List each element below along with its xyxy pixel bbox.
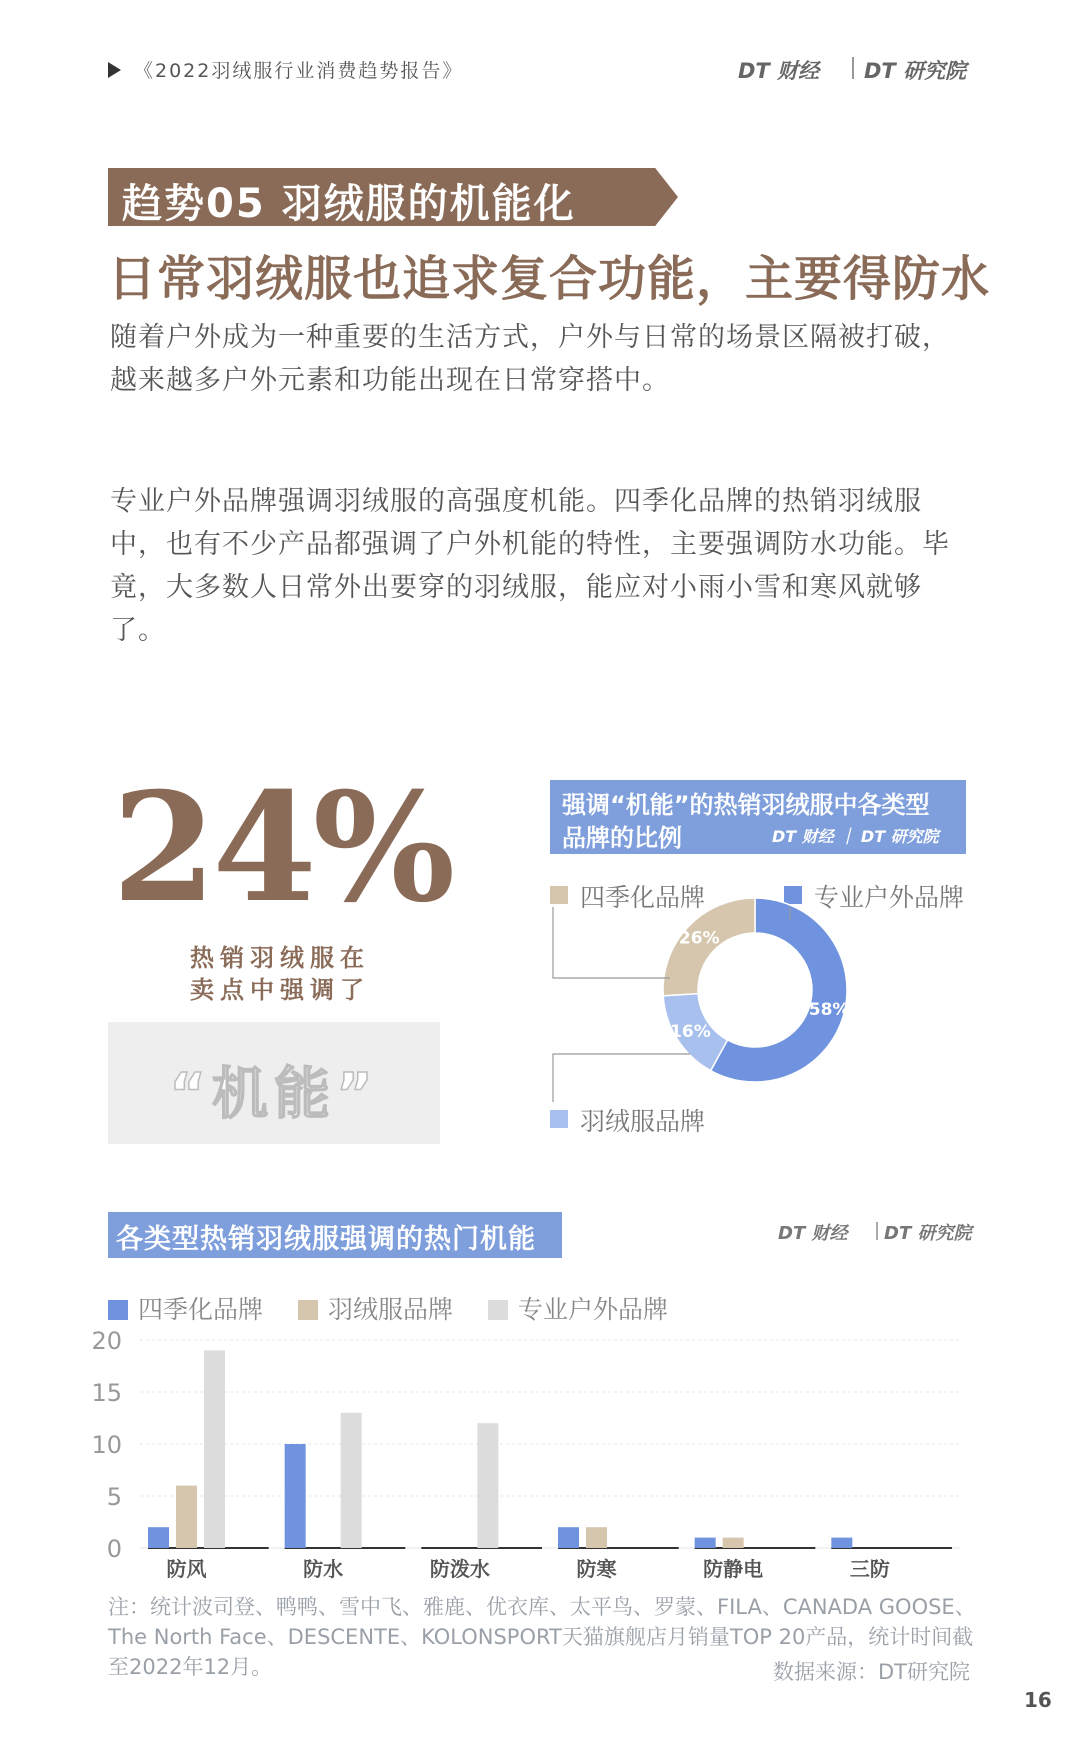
bar-chart-title: 各类型热销羽绒服强调的热门机能 — [116, 1224, 536, 1255]
x-tick-label: 防风 — [166, 1557, 207, 1581]
bar-4-0 — [695, 1538, 716, 1548]
bar-legend-label-2: 专业户外品牌 — [518, 1295, 669, 1324]
bar-legend-swatch-1 — [298, 1300, 318, 1320]
donut-label-2: 26% — [678, 928, 720, 949]
bar-brand-divider — [876, 1222, 878, 1240]
y-tick-label: 5 — [106, 1483, 122, 1511]
x-tick-label: 三防 — [849, 1557, 890, 1581]
bar-1-2 — [341, 1413, 362, 1548]
leader-four-season — [553, 907, 670, 978]
stat-caption-1: 热销羽绒服在 — [190, 944, 370, 972]
bar-chart — [91, 1270, 980, 1581]
x-tick-label: 防水 — [303, 1557, 344, 1581]
trend-label: 趋势05 羽绒服的机能化 — [122, 181, 576, 227]
bar-0-1 — [176, 1486, 197, 1548]
bar-legend-label-0: 四季化品牌 — [138, 1295, 264, 1324]
bar-legend-swatch-0 — [108, 1300, 128, 1320]
bar-1-0 — [285, 1444, 306, 1548]
report-title: 《2022羽绒服行业消费趋势报告》 — [134, 60, 464, 82]
paragraph-2: 专业户外品牌强调羽绒服的高强度机能。四季化品牌的热销羽绒服中，也有不少产品都强调了户外机能的特性，主要强调防水功能。毕竟，大多数人日常外出要穿的羽绒服，能应对小雨小雪和寒风就够了。 — [110, 486, 950, 646]
bar-5-0 — [831, 1538, 852, 1548]
legend-outdoor: 专业户外品牌 — [814, 883, 965, 912]
bar-legend-label-1: 羽绒服品牌 — [328, 1295, 454, 1324]
stat-value: 24% — [112, 760, 452, 936]
play-arrow-icon — [108, 62, 121, 78]
bar-2-2 — [477, 1423, 498, 1548]
y-tick-label: 15 — [91, 1379, 122, 1407]
donut-chart — [540, 880, 980, 1140]
note-line-2: The North Face、DESCENTE、KOLONSPORT天猫旗舰店月销量TOP 20产品，统计时间截 — [108, 1625, 974, 1649]
donut-label-0: 58% — [808, 1000, 850, 1021]
bar-brand-research: DT 研究院 — [884, 1223, 972, 1244]
x-tick-label: 防泼水 — [429, 1557, 490, 1581]
y-tick-label: 0 — [106, 1535, 122, 1563]
x-tick-label: 防寒 — [576, 1557, 617, 1581]
brand-divider — [852, 57, 854, 79]
donut-label-1: 16% — [670, 1021, 711, 1042]
data-source: 数据来源：DT研究院 — [773, 1660, 970, 1684]
donut-title-line1: 强调“机能”的热销羽绒服中各类型 — [562, 791, 930, 819]
y-tick-label: 20 — [91, 1327, 122, 1355]
y-tick-label: 10 — [91, 1431, 122, 1459]
note-line-1: 注：统计波司登、鸭鸭、雪中飞、雅鹿、优衣库、太平鸟、罗蒙、FILA、CANADA GOOSE、 — [108, 1595, 976, 1619]
keyword-text: “机能” — [169, 1062, 379, 1127]
brand-dt-research: DT 研究院 — [864, 59, 967, 83]
bar-3-1 — [586, 1527, 607, 1548]
x-tick-label: 防静电 — [703, 1557, 764, 1581]
page-number: 16 — [1024, 1688, 1052, 1712]
bar-legend-swatch-2 — [488, 1300, 508, 1320]
donut-brand: DT 财经 ｜ DT 研究院 — [772, 827, 939, 846]
bar-0-2 — [204, 1350, 225, 1548]
trend-headline: 日常羽绒服也追求复合功能，主要得防水 — [108, 251, 991, 307]
note-line-3: 至2022年12月。 — [108, 1655, 273, 1679]
brand-dt-caijing: DT 财经 — [738, 59, 820, 83]
stat-caption-2: 卖点中强调了 — [190, 976, 370, 1004]
leader-down — [553, 1054, 690, 1102]
legend-down: 羽绒服品牌 — [580, 1107, 706, 1136]
bar-0-0 — [148, 1527, 169, 1548]
legend-four-season: 四季化品牌 — [580, 883, 706, 912]
donut-title-line2: 品牌的比例 — [562, 824, 682, 852]
bar-4-1 — [723, 1538, 744, 1548]
bar-brand-caijing: DT 财经 — [778, 1223, 848, 1244]
paragraph-1: 随着户外成为一种重要的生活方式，户外与日常的场景区隔被打破，越来越多户外元素和功能出现在日常穿搭中。 — [110, 322, 950, 396]
bar-3-0 — [558, 1527, 579, 1548]
